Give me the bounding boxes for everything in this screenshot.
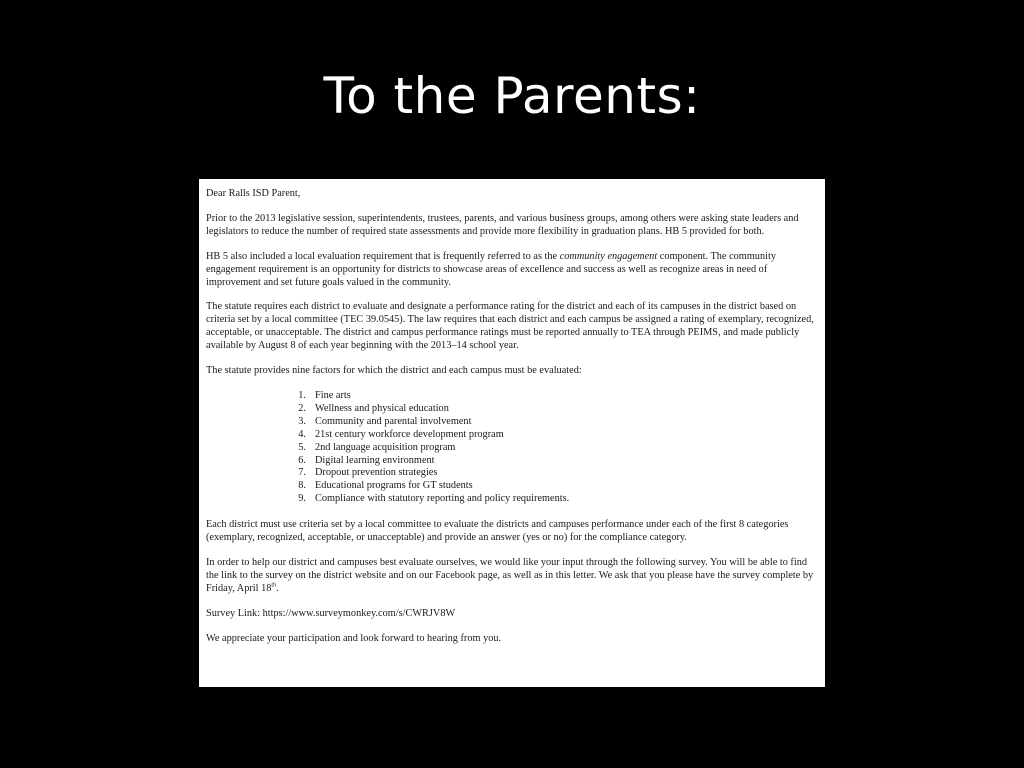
factors-list (206, 390, 819, 506)
factor-item (286, 455, 819, 468)
factor-item (286, 442, 819, 455)
factor-item (286, 429, 819, 442)
factor-item (286, 480, 819, 493)
factor-number: 6. (298, 454, 306, 466)
factor-label: Community and parental involvement (315, 415, 472, 427)
letter-paragraph-6-end: . (276, 582, 279, 594)
letter-paragraph-3: The statute requires each district to evaluate and designate a performance rating for the district and each of its campuses in the district based on criteria set by a local committee (TEC 39.0545). The law requires that each district and each campus be assigned a rating of exemplary, recognized, acceptable, or unacceptable. The district and campus performance ratings must be reported annually to TEA through PEIMS, and made publicly available by August 8 of each year beginning with the 2013–14 school year. (206, 301, 814, 352)
factor-label: Dropout prevention strategies (315, 467, 438, 479)
letter-paragraph-1: Prior to the 2013 legislative session, superintendents, trustees, parents, and various business groups, among others were asking state leaders and legislators to reduce the number of required state assessments and provide more flexibility in graduation plans. HB 5 provided for both. (206, 212, 799, 237)
factor-label: 2nd language acquisition program (315, 441, 456, 453)
survey-link-line (206, 608, 819, 621)
factor-number: 9. (298, 493, 306, 505)
factor-label: Fine arts (315, 389, 351, 401)
letter-image (199, 179, 825, 687)
factor-item (286, 390, 819, 403)
factor-number: 7. (298, 467, 306, 479)
factor-label: Compliance with statutory reporting and policy requirements. (315, 493, 570, 505)
letter-paragraph-4: The statute provides nine factors for which the district and each campus must be evaluated: (206, 365, 582, 377)
factor-number: 8. (298, 480, 306, 492)
factor-item (286, 467, 819, 480)
letter-paragraph-5: Each district must use criteria set by a local committee to evaluate the districts and campuses performance under each of the first 8 categories (exemplary, recognized, acceptable, or unacceptable) and provide an answer (yes or no) for the compliance category. (206, 519, 789, 544)
factor-label: Wellness and physical education (315, 402, 449, 414)
date-ordinal-suffix: th (271, 582, 277, 589)
letter-closing: We appreciate your participation and look forward to hearing from you. (206, 632, 502, 644)
factor-number: 4. (298, 428, 306, 440)
factor-number: 5. (298, 441, 306, 453)
community-engagement-emphasis: community engagement (559, 250, 658, 262)
factor-number: 2. (298, 402, 306, 414)
factor-label: 21st century workforce development program (315, 428, 504, 440)
survey-link-label: Survey Link: (206, 607, 263, 619)
letter-greeting: Dear Ralls ISD Parent, (206, 188, 301, 199)
letter-paragraph-2-text-a: HB 5 also included a local evaluation requirement that is frequently referred to as the (206, 250, 560, 262)
factor-number: 1. (298, 389, 306, 401)
factor-item (286, 403, 819, 416)
letter-paragraph-2-text-b: component. The community engagement requirement is an opportunity for districts to showcase areas of excellence and success as well as recognize areas in need of improvement and set future goals valued in the community. (206, 250, 776, 288)
factor-label: Educational programs for GT students (315, 480, 473, 492)
factor-number: 3. (298, 415, 306, 427)
survey-link-url: https://www.surveymonkey.com/s/CWRJV8W (262, 607, 456, 619)
factor-item (286, 416, 819, 429)
slide-title: To the Parents: (323, 67, 701, 125)
letter-paragraph-6-text: In order to help our district and campuses best evaluate ourselves, we would like your input through the following survey. You will be able to find the link to the survey on the district website and on our Facebook page, as well as in this letter. We ask that you please have the survey complete by Friday, April 18 (206, 556, 814, 594)
factor-item (286, 493, 819, 506)
letter-paragraph-6 (206, 557, 819, 596)
factor-label: Digital learning environment (315, 454, 435, 466)
letter-paragraph-2 (206, 251, 819, 290)
